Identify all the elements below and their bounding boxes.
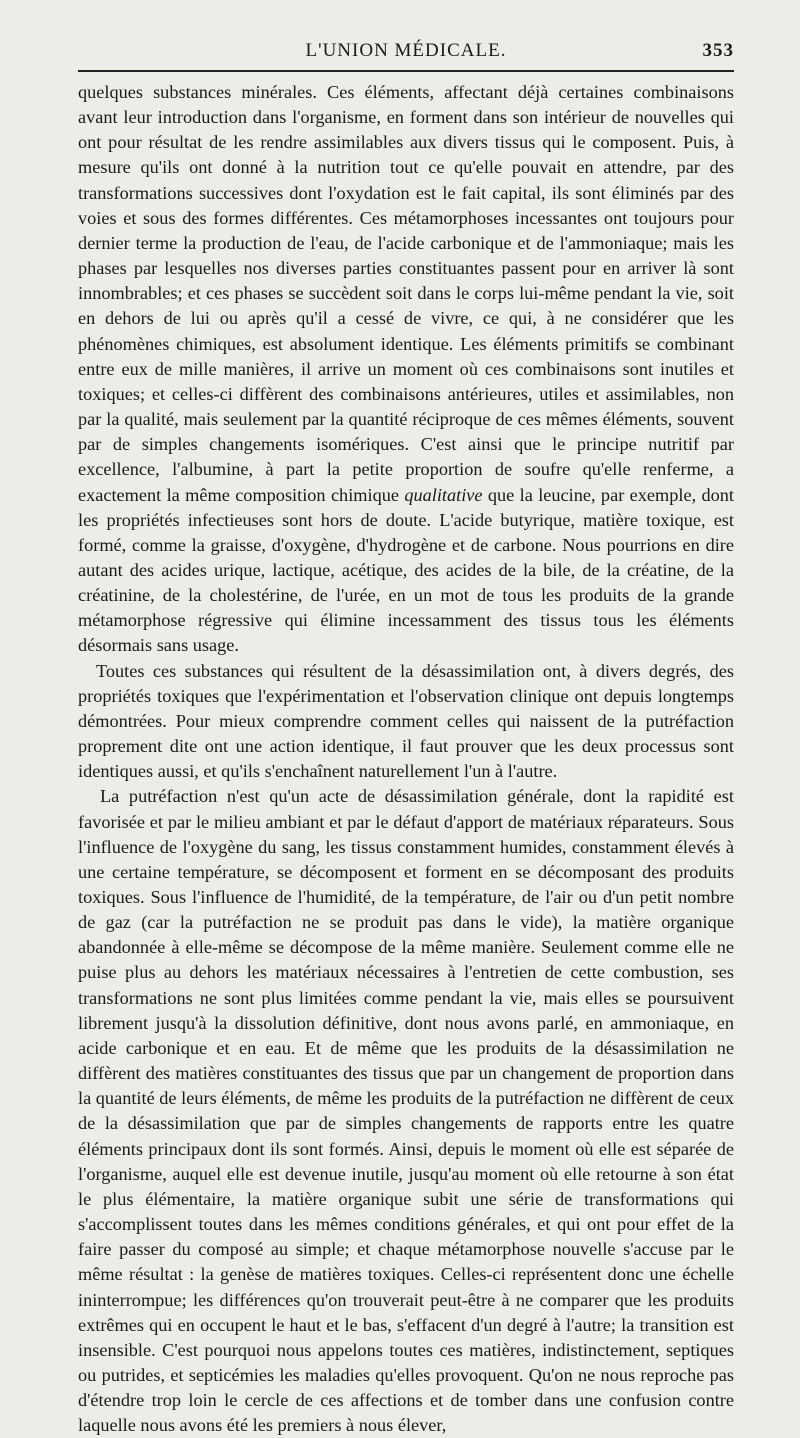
header-rule — [78, 70, 734, 72]
journal-title: L'UNION MÉDICALE. — [305, 40, 507, 61]
paragraph-text: que la leucine, par exemple, dont les propriétés infectieuses sont hors de doute. L'acide butyrique, matière toxique, est formé, comme la graisse, d'oxygène, d'hydrogène et de carbone. Nous pourrions en dire autant des acides urique, lactique, acétique, des acides de la bile, de la créatine, de la créatinine, de la cholestérine, de l'urée, en un mot de tous les produits de la grande métamorphose régressive qui élimine incessamment des tissus tous les éléments désormais sans usage. — [78, 484, 735, 656]
page-number: 353 — [702, 40, 734, 61]
paragraph-continued — [78, 80, 734, 659]
paragraph: Toutes ces substances qui résultent de la désassimilation ont, à divers degrés, des propriétés toxiques que l'expérimentation et l'observation clinique ont depuis longtemps démontrées. Pour mieux comprendre comment celles qui naissent de la putréfaction proprement dite ont une action identique, il faut prouver que les deux processus sont identiques aussi, et qu'ils s'enchaînent naturellement l'un à l'autre. — [78, 660, 734, 782]
emphasized-term: qualitative — [404, 484, 483, 505]
body-text — [78, 80, 734, 1438]
paragraph-text: quelques substances minérales. Ces éléments, affectant déjà certaines combinaisons avant leur introduction dans l'organisme, en forment dans son intérieur de nouvelles qui ont pour résultat de les rendre assimilables aux divers tissus qui le composent. Puis, à mesure qu'ils ont donné à la nutrition tout ce qu'elle pouvait en attendre, par des transformations successives dont l'oxydation est le fait capital, ils sont éliminés par des voies et sous des formes différentes. Ces métamorphoses incessantes ont toujours pour dernier terme la production de l'eau, de l'acide carbonique et de l'ammoniaque; mais les phases par lesquelles nos diverses parties constituantes passent pour en arriver là sont innombrables; et ces phases se succèdent soit dans le corps lui-même pendant la vie, soit en dehors de lui ou après qu'il a cessé de vivre, ce qui, à ne considérer que les phénomènes chimiques, est absolument identique. Les éléments primitifs se combinant entre eux de mille manières, il arrive un moment où ces combinaisons sont inutiles et toxiques; et celles-ci diffèrent des combinaisons antérieures, utiles et assimilables, non par la qualité, mais seulement par la quantité réciproque de ces mêmes éléments, souvent par de simples changements isomériques. C'est ainsi que le principe nutritif par excellence, l'albumine, à part la petite proportion de soufre qu'elle renferme, a exactement la même composition chimique — [78, 82, 734, 505]
paragraph: La putréfaction n'est qu'un acte de désassimilation générale, dont la rapidité est favorisée et par le milieu ambiant et par le défaut d'apport de matériaux réparateurs. Sous l'influence de l'oxygène du sang, les tissus constamment humides, constamment élevés à une certaine température, se décomposent et forment en se décomposant des produits toxiques. Sous l'influence de l'humidité, de la température, de l'air ou d'un petit nombre de gaz (car la putréfaction ne se produit pas dans le vide), la matière organique abandonnée à elle-même se décompose de la même manière. Seulement comme elle ne puise plus au dehors les matériaux nécessaires à l'entretien de cette combustion, ses transformations ne sont plus limitées comme pendant la vie, mais elles se poursuivent librement jusqu'à la dissolution définitive, dont nous avons parlé, en ammoniaque, en acide carbonique et en eau. Et de même que les produits de la désassimilation ne diffèrent des matières constituantes des tissus que par un changement de proportion dans la quantité de leurs éléments, de même les produits de la putréfaction ne diffèrent de ceux de la désassimilation que par de simples changements de rapports entre les quatre éléments principaux dont ils sont formés. Ainsi, depuis le moment où elle est séparée de l'organisme, auquel elle est devenue inutile, jusqu'au moment où elle retourne à son état le plus élémentaire, la matière organique subit une série de transformations qui s'accomplissent toutes dans les mêmes conditions générales, et qui ont pour effet de la faire passer du composé au simple; et chaque métamorphose nouvelle s'accuse par le même résultat : la genèse de matières toxiques. Celles-ci représentent donc une échelle ininterrompue; les différences qu'on trouverait peut-être à ne comparer que les produits extrêmes qui en occupent le haut et le bas, s'effacent d'un degré à l'autre; la transition est insensible. C'est pourquoi nous appelons toutes ces matières, indistinctement, septiques ou putrides, et septicémies les maladies qu'elles provoquent. Qu'on ne nous reproche pas d'étendre trop loin le cercle de ces affections et de tomber dans une confusion contre laquelle nous avons été les premiers à nous élever, — [78, 786, 734, 1436]
running-head — [78, 30, 734, 64]
